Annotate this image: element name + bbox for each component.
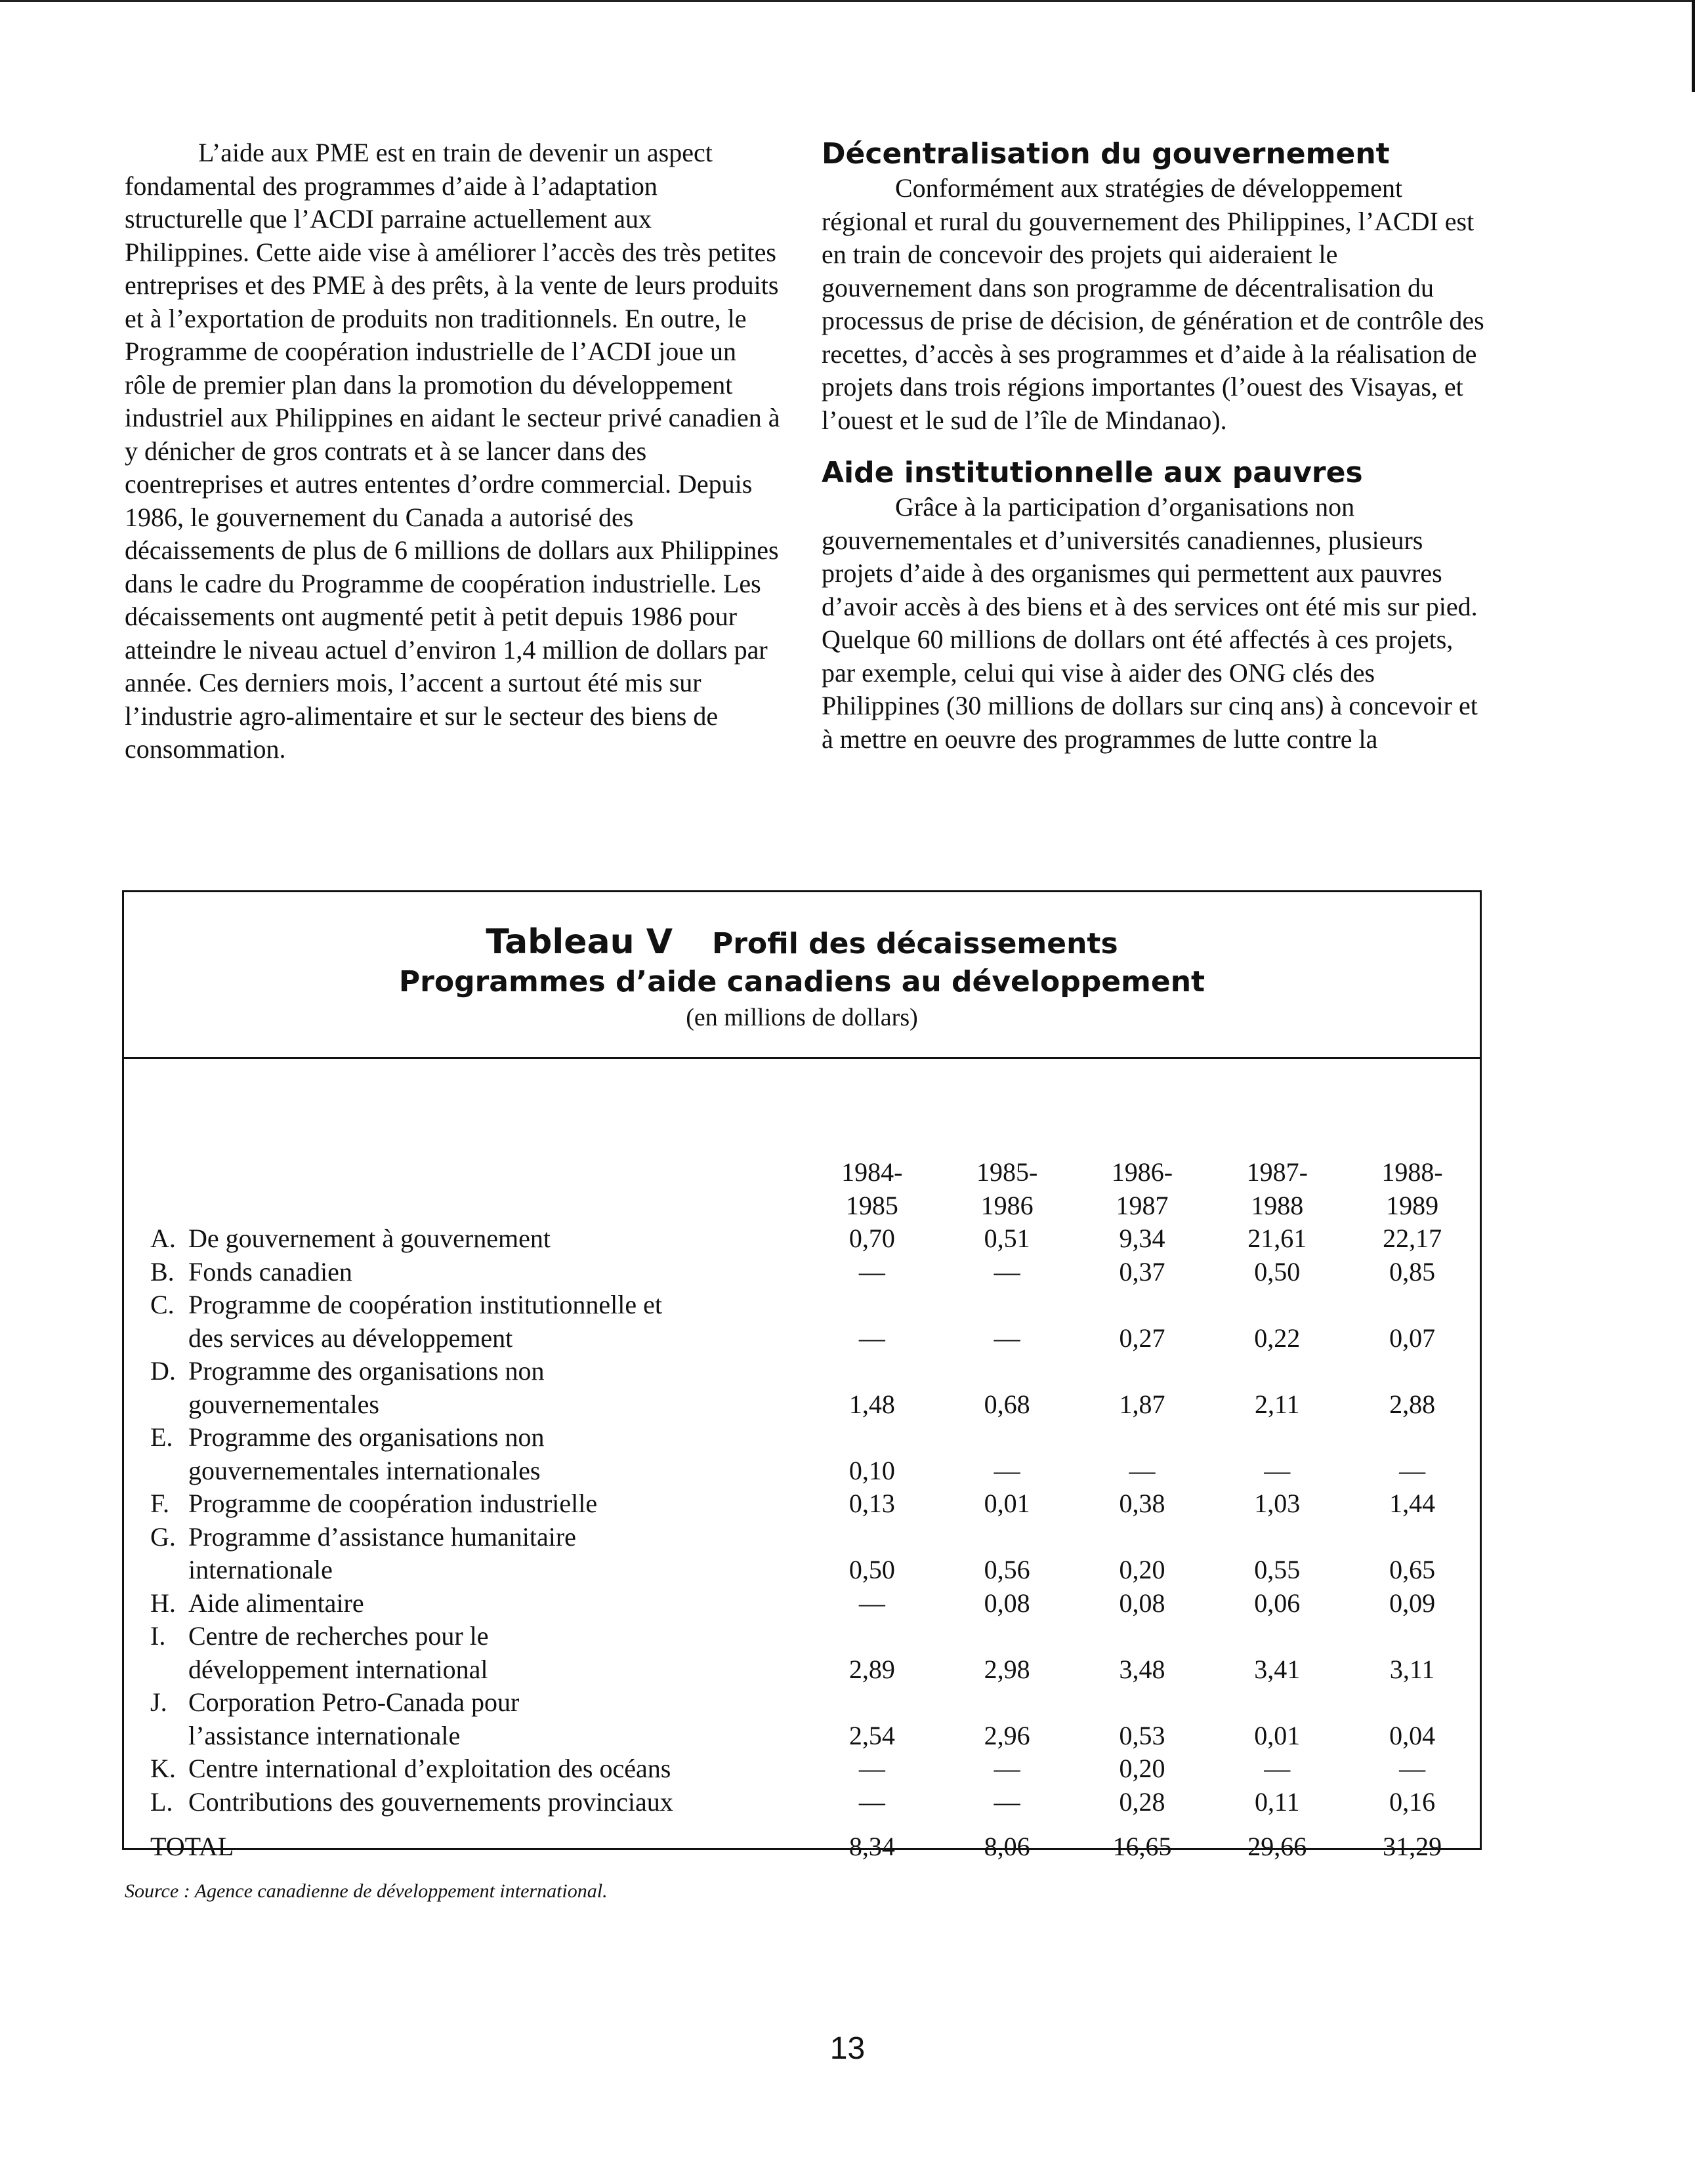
data-table <box>150 1156 1480 1864</box>
empty-cell <box>805 1421 940 1454</box>
value-cell: 0,27 <box>1119 1323 1165 1353</box>
row-label: Centre de recherches pour le <box>188 1621 489 1651</box>
table-row <box>150 1454 1480 1488</box>
empty-cell <box>1345 1355 1480 1388</box>
table-header <box>124 892 1480 1059</box>
empty-cell <box>1209 1620 1345 1653</box>
row-letter: E. <box>150 1422 173 1452</box>
row-letter: I. <box>150 1621 166 1651</box>
value-cell: 0,09 <box>1389 1588 1436 1618</box>
empty-cell <box>150 1388 188 1422</box>
section-heading-aide-institutionnelle: Aide institutionnelle aux pauvres <box>822 456 1363 489</box>
value-cell: 1,87 <box>1119 1389 1165 1419</box>
value-cell: 0,10 <box>848 1455 895 1485</box>
row-letter: D. <box>150 1356 176 1386</box>
decentralisation-paragraph: Conformément aux stratégies de développement régional et rural du gouvernement des Philippines, l’ACDI est en train de concevoir des projets qui aideraient le gouvernement dans son programme de décentralisation du processus de prise de décision, de génération et de contrôle des recettes, d’accès à ses programmes et d’aide à la réalisation de projets dans trois régions importantes (l’ouest des Visayas, et l’ouest et le sud de l’île de Mindanao). <box>822 173 1484 435</box>
value-cell: — <box>994 1323 1020 1353</box>
table-row <box>150 1521 1480 1554</box>
value-cell: 0,37 <box>1119 1256 1165 1287</box>
empty-cell <box>1075 1686 1210 1720</box>
empty-cell <box>805 1521 940 1554</box>
value-cell: — <box>858 1786 885 1817</box>
row-label: Aide alimentaire <box>188 1588 364 1618</box>
empty-cell <box>1209 1355 1345 1388</box>
empty-cell <box>150 1720 188 1753</box>
value-cell: — <box>858 1754 885 1783</box>
value-cell: 0,38 <box>1119 1489 1165 1518</box>
year-header: 1988- <box>1381 1157 1443 1187</box>
row-label: développement international <box>188 1654 488 1684</box>
table-row <box>150 1487 1480 1521</box>
empty-cell <box>1209 1288 1345 1322</box>
table-row <box>150 1686 1480 1720</box>
row-label: Programme des organisations non <box>188 1422 545 1452</box>
table-row <box>150 1256 1480 1289</box>
value-cell: 2,89 <box>848 1654 895 1684</box>
table-units: (en millions de dollars) <box>686 1004 918 1031</box>
row-letter: K. <box>150 1754 176 1783</box>
value-cell: 0,55 <box>1254 1555 1301 1584</box>
value-cell: 0,68 <box>984 1389 1030 1419</box>
total-value: 16,65 <box>1112 1832 1172 1861</box>
total-value: 8,06 <box>984 1832 1030 1861</box>
value-cell: 0,08 <box>1119 1588 1165 1618</box>
table-row <box>150 1355 1480 1388</box>
page-number: 13 <box>829 2031 866 2066</box>
empty-cell <box>1075 1421 1210 1454</box>
total-value: 29,66 <box>1247 1832 1307 1861</box>
total-row <box>150 1819 1480 1864</box>
value-cell: 2,88 <box>1389 1389 1436 1419</box>
value-cell: — <box>1264 1754 1291 1783</box>
row-label: Programme des organisations non <box>188 1356 545 1386</box>
row-label: Corporation Petro-Canada pour <box>188 1687 520 1717</box>
year-header: 1986- <box>1111 1157 1173 1187</box>
value-cell: 0,50 <box>848 1555 895 1584</box>
row-letter: L. <box>150 1786 173 1817</box>
value-cell: 2,98 <box>984 1654 1030 1684</box>
empty-cell <box>150 1189 188 1223</box>
right-column <box>822 136 1484 756</box>
row-label: De gouvernement à gouvernement <box>188 1224 551 1253</box>
disbursement-table <box>122 890 1482 1861</box>
section-heading-decentralisation: Décentralisation du gouvernement <box>822 137 1390 171</box>
year-header: 1986 <box>980 1190 1034 1220</box>
empty-cell <box>940 1686 1075 1720</box>
value-cell: 0,13 <box>848 1489 895 1518</box>
empty-cell <box>805 1620 940 1653</box>
empty-cell <box>188 1156 805 1189</box>
empty-cell <box>150 1322 188 1355</box>
value-cell: 0,07 <box>1389 1323 1436 1353</box>
aide-institutionnelle-paragraph: Grâce à la participation d’organisations non gouvernementales et d’universités canadiennes, plusieurs projets d’aide à des organismes qui permettent aux pauvres d’avoir accès à des biens et à des services ont été mis sur pied. Quelque 60 millions de dollars ont été affectés à ces projets, par exemple, celui qui vise à aider des ONG clés des Philippines (30 millions de dollars sur cinq ans) à concevoir et à mettre en oeuvre des programmes de lutte contre la <box>822 492 1478 754</box>
source-note: Source : Agence canadienne de développement international. <box>125 1880 608 1902</box>
value-cell: 0,56 <box>984 1555 1030 1584</box>
empty-cell <box>940 1421 1075 1454</box>
value-cell: 0,22 <box>1254 1323 1301 1353</box>
value-cell: 0,04 <box>1389 1720 1436 1750</box>
empty-cell <box>1209 1421 1345 1454</box>
empty-cell <box>150 1156 188 1189</box>
row-label: Contributions des gouvernements provinciaux <box>188 1786 673 1817</box>
value-cell: 9,34 <box>1119 1224 1165 1253</box>
table-subtitle: Programmes d’aide canadiens au développement <box>398 965 1205 999</box>
table-title-line <box>124 922 1480 964</box>
table-row <box>150 1388 1480 1422</box>
row-letter: C. <box>150 1290 175 1319</box>
value-cell: 0,70 <box>848 1224 895 1253</box>
table-row <box>150 1322 1480 1355</box>
value-cell: — <box>1129 1455 1156 1485</box>
year-header: 1985- <box>976 1157 1038 1187</box>
value-cell: 1,48 <box>848 1389 895 1419</box>
empty-cell <box>1345 1686 1480 1720</box>
empty-cell <box>1209 1521 1345 1554</box>
empty-cell <box>1075 1620 1210 1653</box>
empty-cell <box>1345 1521 1480 1554</box>
row-label: l’assistance internationale <box>188 1720 461 1750</box>
right-edge-mark <box>1692 0 1695 92</box>
row-label: Centre international d’exploitation des océans <box>188 1754 671 1783</box>
empty-cell <box>150 1454 188 1488</box>
row-label: internationale <box>188 1555 333 1584</box>
year-header: 1988 <box>1251 1190 1304 1220</box>
empty-cell <box>1075 1521 1210 1554</box>
value-cell: 3,11 <box>1389 1654 1435 1684</box>
value-cell: 0,11 <box>1254 1786 1300 1817</box>
total-label: TOTAL <box>150 1832 234 1861</box>
value-cell: 1,44 <box>1389 1489 1436 1518</box>
table-row <box>150 1620 1480 1653</box>
row-label: Programme de coopération institutionnelle et <box>188 1290 662 1319</box>
value-cell: 3,41 <box>1254 1654 1301 1684</box>
value-cell: 0,06 <box>1254 1588 1301 1618</box>
value-cell: — <box>994 1786 1020 1817</box>
value-cell: 0,85 <box>1389 1256 1436 1287</box>
table-row <box>150 1752 1480 1786</box>
empty-cell <box>1345 1620 1480 1653</box>
value-cell: — <box>858 1256 885 1287</box>
value-cell: 0,51 <box>984 1224 1030 1253</box>
value-cell: 0,53 <box>1119 1720 1165 1750</box>
empty-cell <box>1345 1288 1480 1322</box>
table-row <box>150 1288 1480 1322</box>
year-header: 1984- <box>841 1157 903 1187</box>
left-paragraph: L’aide aux PME est en train de devenir un aspect fondamental des programmes d’aide à l’adaptation structurelle que l’ACDI parraine actuellement aux Philippines. Cette aide vise à améliorer l’accès des très petites entreprises et des PME à des prêts, à la vente de leurs produits et à l’exportation de produits non traditionnels. En outre, le Programme de coopération industrielle de l’ACDI joue un rôle de premier plan dans la promotion du développement industriel aux Philippines en aidant le secteur privé canadien à y dénicher de gros contrats et à se lancer dans des coentreprises et autres ententes d’ordre commercial. Depuis 1986, le gouvernement du Canada a autorisé des décaissements de plus de 6 millions de dollars aux Philippines dans le cadre du Programme de coopération industrielle. Les décaissements ont augmenté petit à petit depuis 1986 pour atteindre le niveau actuel d’environ 1,4 million de dollars par année. Ces derniers mois, l’accent a surtout été mis sur l’industrie agro-alimentaire et sur le secteur des biens de consommation. <box>125 138 780 764</box>
table-row <box>150 1587 1480 1620</box>
empty-cell <box>1209 1686 1345 1720</box>
empty-cell <box>940 1355 1075 1388</box>
empty-cell <box>805 1686 940 1720</box>
value-cell: 2,96 <box>984 1720 1030 1750</box>
value-cell: 0,65 <box>1389 1555 1436 1584</box>
row-label: gouvernementales <box>188 1389 379 1419</box>
value-cell: — <box>994 1256 1020 1287</box>
row-letter: H. <box>150 1588 176 1618</box>
table-row <box>150 1653 1480 1687</box>
row-letter: G. <box>150 1521 176 1552</box>
row-letter: F. <box>150 1489 170 1518</box>
row-letter: A. <box>150 1224 176 1253</box>
table-row <box>150 1720 1480 1753</box>
value-cell: 21,61 <box>1247 1224 1307 1253</box>
empty-cell <box>150 1653 188 1687</box>
empty-cell <box>940 1288 1075 1322</box>
empty-cell <box>188 1189 805 1223</box>
table-row <box>150 1421 1480 1454</box>
row-label: Programme de coopération industrielle <box>188 1489 598 1518</box>
value-cell: 1,03 <box>1254 1489 1301 1518</box>
value-cell: — <box>1399 1455 1426 1485</box>
value-cell: 0,16 <box>1389 1786 1436 1817</box>
value-cell: — <box>1399 1754 1426 1783</box>
value-cell: — <box>858 1323 885 1353</box>
year-header: 1989 <box>1386 1190 1439 1220</box>
empty-cell <box>940 1620 1075 1653</box>
table-row <box>150 1554 1480 1587</box>
top-rule <box>0 0 1695 2</box>
total-value: 31,29 <box>1383 1832 1442 1861</box>
empty-cell <box>1075 1355 1210 1388</box>
value-cell: — <box>994 1455 1020 1485</box>
empty-cell <box>940 1521 1075 1554</box>
value-cell: 0,08 <box>984 1588 1030 1618</box>
total-value: 8,34 <box>848 1832 895 1861</box>
row-label: Fonds canadien <box>188 1256 352 1287</box>
year-header: 1987 <box>1116 1190 1169 1220</box>
value-cell: 2,11 <box>1254 1389 1300 1419</box>
year-header-row <box>150 1156 1480 1189</box>
empty-cell <box>805 1288 940 1322</box>
row-letter: J. <box>150 1687 167 1717</box>
year-header: 1987- <box>1246 1157 1308 1187</box>
value-cell: — <box>1264 1455 1291 1485</box>
left-column <box>125 136 781 766</box>
table-row <box>150 1222 1480 1256</box>
value-cell: 3,48 <box>1119 1654 1165 1684</box>
table-row <box>150 1786 1480 1819</box>
empty-cell <box>150 1554 188 1587</box>
value-cell: — <box>994 1754 1020 1783</box>
year-header: 1985 <box>845 1190 898 1220</box>
value-cell: 22,17 <box>1383 1224 1442 1253</box>
value-cell: 0,50 <box>1254 1256 1301 1287</box>
year-header-row <box>150 1189 1480 1223</box>
value-cell: 0,01 <box>984 1489 1030 1518</box>
row-label: gouvernementales internationales <box>188 1455 541 1485</box>
empty-cell <box>1345 1421 1480 1454</box>
value-cell: 0,28 <box>1119 1786 1165 1817</box>
empty-cell <box>805 1355 940 1388</box>
row-label: des services au développement <box>188 1323 513 1353</box>
table-title: Profil des décaissements <box>711 927 1118 960</box>
value-cell: 2,54 <box>848 1720 895 1750</box>
row-letter: B. <box>150 1256 175 1287</box>
value-cell: — <box>858 1588 885 1618</box>
value-cell: 0,01 <box>1254 1720 1301 1750</box>
empty-cell <box>1075 1288 1210 1322</box>
value-cell: 0,20 <box>1119 1754 1165 1783</box>
value-cell: 0,20 <box>1119 1555 1165 1584</box>
table-label: Tableau V <box>486 922 673 962</box>
row-label: Programme d’assistance humanitaire <box>188 1521 576 1552</box>
